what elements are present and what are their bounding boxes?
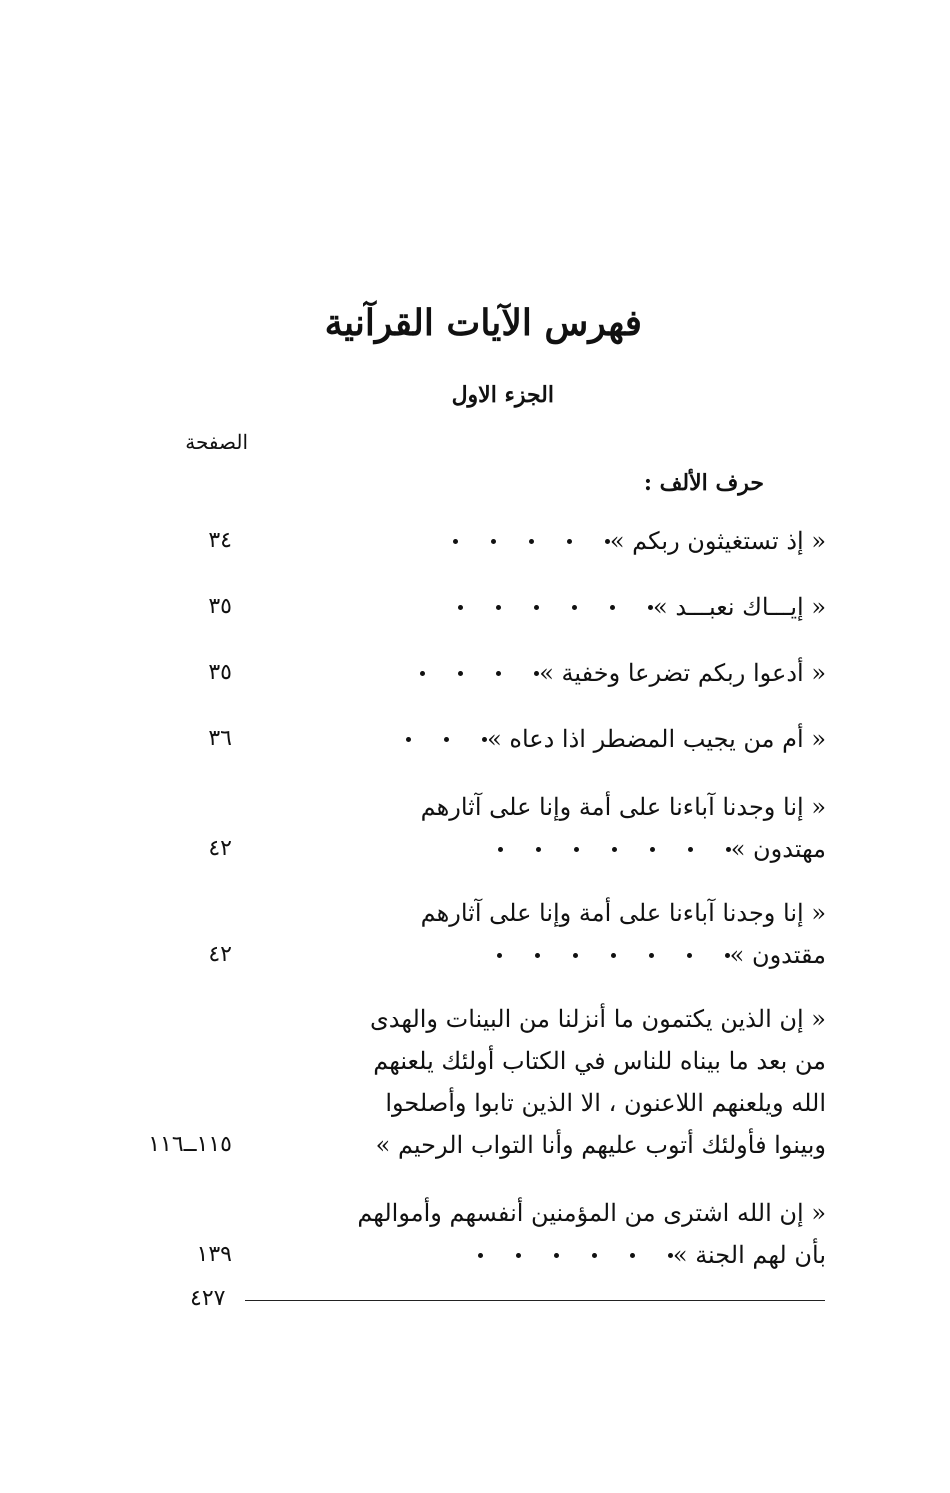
leader-dot: [573, 953, 578, 958]
index-entry: [370, 998, 826, 1166]
verse-text: وبينوا فأولئك أتوب عليهم وأنا التواب الرحيم »: [375, 1131, 826, 1159]
leader-dot: [668, 1253, 673, 1258]
leader-dot: [649, 953, 654, 958]
verse-text: الله ويلعنهم اللاعنون ، الا الذين تابوا وأصلحوا: [385, 1089, 826, 1117]
entry-line: [386, 718, 826, 760]
leader-dot: [478, 1253, 483, 1258]
entry-page-number: ٤٢: [208, 836, 232, 861]
section-heading: حرف الألف :: [643, 470, 764, 496]
entry-page-number: ١٣٩: [196, 1242, 232, 1267]
leader-dot: [534, 671, 539, 676]
entry-line: [375, 1124, 826, 1166]
leader-dot: [529, 539, 534, 544]
dot-leader: [386, 539, 610, 544]
entry-page-number: ٣٥: [208, 594, 232, 619]
entry-page-number: ٤٢: [208, 942, 232, 967]
verse-text: « إن الله اشترى من المؤمنين أنفسهم وأموالهم: [357, 1199, 826, 1227]
entry-line: [386, 934, 826, 976]
verse-text: « أدعوا ربكم تضرعا وخفية »: [539, 659, 826, 687]
dot-leader: [386, 847, 731, 852]
index-entry: [386, 786, 826, 870]
dot-leader: [386, 953, 730, 958]
verse-text: « إذ تستغيثون ربكم »: [609, 527, 826, 555]
footer-page-number: ٤٢٧: [190, 1286, 226, 1311]
leader-dot: [605, 539, 610, 544]
leader-dot: [536, 847, 541, 852]
entry-page-number: ٣٥: [208, 660, 232, 685]
index-entry: [386, 892, 826, 976]
leader-dot: [458, 671, 463, 676]
entry-page-number: ١١٥ــ١١٦: [148, 1132, 232, 1157]
leader-dot: [650, 847, 655, 852]
leader-dot: [612, 847, 617, 852]
entry-line: [386, 586, 826, 628]
verse-text: من بعد ما بيناه للناس في الكتاب أولئك يلعنهم: [373, 1047, 826, 1075]
entry-line: [386, 1234, 826, 1276]
entry-page-number: ٣٦: [208, 726, 232, 751]
dot-leader: [386, 1253, 673, 1258]
leader-dot: [567, 539, 572, 544]
leader-dot: [592, 1253, 597, 1258]
dot-leader: [386, 671, 539, 676]
entry-line: [386, 828, 826, 870]
leader-dot: [498, 847, 503, 852]
leader-dot: [688, 847, 693, 852]
leader-dot: [496, 671, 501, 676]
leader-dot: [648, 605, 653, 610]
leader-dot: [687, 953, 692, 958]
leader-dot: [574, 847, 579, 852]
leader-dot: [491, 539, 496, 544]
verse-text: « إن الذين يكتمون ما أنزلنا من البينات والهدى: [370, 1005, 826, 1033]
verse-text: مهتدون »: [730, 835, 826, 863]
entry-line: [386, 520, 826, 562]
index-entry: [386, 652, 826, 694]
leader-dot: [516, 1253, 521, 1258]
leader-dot: [610, 605, 615, 610]
leader-dot: [630, 1253, 635, 1258]
verse-text: « إيـــاك نعبـــد »: [653, 593, 826, 621]
leader-dot: [611, 953, 616, 958]
verse-text: بأن لهم الجنة »: [672, 1241, 826, 1269]
entry-page-number: ٣٤: [208, 528, 232, 553]
verse-text: مقتدون »: [729, 941, 826, 969]
leader-dot: [554, 1253, 559, 1258]
leader-dot: [726, 847, 731, 852]
leader-dot: [444, 737, 449, 742]
leader-dot: [497, 953, 502, 958]
dot-leader: [373, 737, 487, 742]
leader-dot: [535, 953, 540, 958]
page-title: فهرس الآيات القرآنية: [324, 302, 642, 344]
leader-dot: [482, 737, 487, 742]
leader-dot: [406, 737, 411, 742]
leader-dot: [420, 671, 425, 676]
verse-text: « إنا وجدنا آباءنا على أمة وإنا على آثارهم: [420, 899, 826, 927]
verse-text: « أم من يجيب المضطر اذا دعاه »: [487, 725, 826, 753]
dot-leader: [386, 605, 653, 610]
index-entry: [357, 1192, 826, 1276]
page-column-heading: الصفحة: [185, 430, 248, 454]
verse-text: « إنا وجدنا آباءنا على أمة وإنا على آثارهم: [420, 793, 826, 821]
entry-line: [386, 652, 826, 694]
leader-dot: [453, 539, 458, 544]
leader-dot: [496, 605, 501, 610]
index-entry: [386, 718, 826, 760]
leader-dot: [572, 605, 577, 610]
leader-dot: [725, 953, 730, 958]
volume-heading: الجزء الاول: [451, 382, 554, 408]
leader-dot: [458, 605, 463, 610]
leader-dot: [534, 605, 539, 610]
index-entry: [386, 520, 826, 562]
footer-rule: [245, 1300, 825, 1301]
index-entry: [386, 586, 826, 628]
